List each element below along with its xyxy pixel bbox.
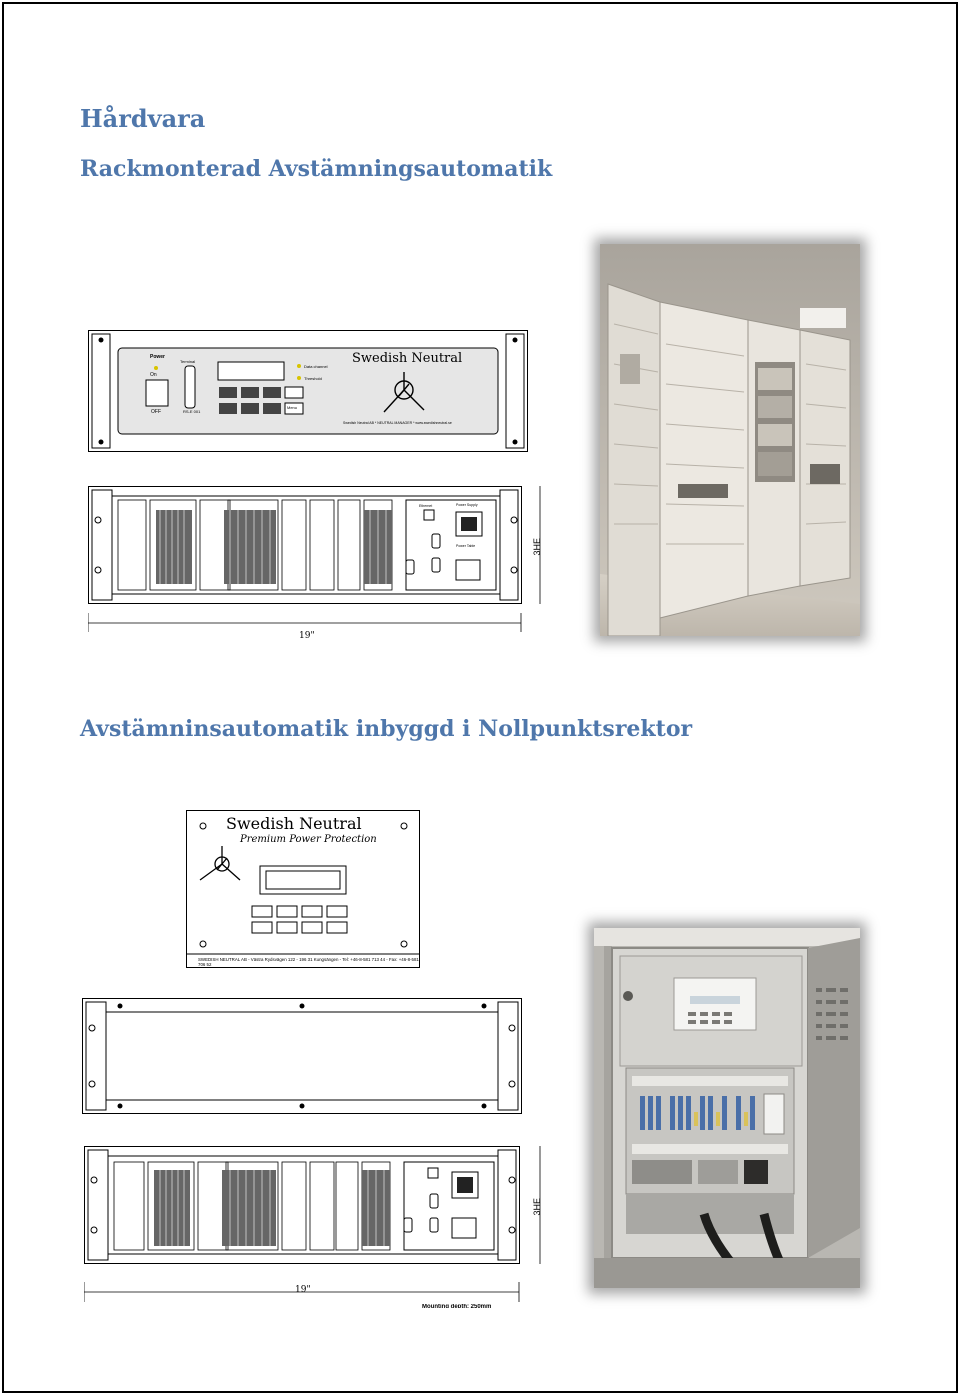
section-heading-reactor: Avstämninsautomatik inbyggd i Nollpunktsrektor: [80, 716, 693, 742]
power-table-label: Power Table: [456, 544, 476, 548]
led-data-channel-label: Data channel: [304, 364, 328, 369]
rack-back-drawing: [88, 482, 558, 650]
menu-label: Menu: [287, 405, 298, 410]
terminal-label: Terminal: [180, 359, 196, 364]
section-heading-rackmount: Rackmonterad Avstämningsautomatik: [80, 156, 553, 182]
rack-brand: Swedish Neutral: [352, 351, 463, 366]
power-label: Power: [150, 354, 166, 360]
height-dimension-label: 3HE: [532, 538, 542, 556]
rack2-back-drawing: [84, 1146, 556, 1312]
rack2-height-label: 3HE: [532, 1198, 542, 1216]
cabinet-photo: [600, 244, 860, 636]
reactor-panel-drawing: [186, 810, 420, 968]
led-threshold-label: Threshold: [304, 376, 322, 381]
rack2-width-label: 19": [295, 1285, 311, 1295]
off-label: OFF: [151, 409, 161, 415]
rs232-label: RS-E 001: [183, 409, 201, 414]
ethernet-label: Ethernet: [419, 504, 433, 508]
rack-footer: Swedish Neutral AB * NEUTRAL MANAGER * www.swedishneutral.se: [343, 421, 452, 425]
reactor-brand: Swedish Neutral: [226, 814, 362, 833]
on-label: On: [150, 372, 157, 378]
reactor-cabinet-photo: [594, 928, 860, 1288]
blank-rack-drawing: [82, 998, 522, 1114]
rack-front-drawing: [88, 330, 528, 452]
mounting-depth-label: Mounting depth: 250mm: [422, 1304, 492, 1308]
reactor-tagline: Premium Power Protection: [240, 834, 377, 845]
page-title: Hårdvara: [80, 104, 206, 133]
reactor-footer: SWEDISH NEUTRAL AB - Västra Rydsvägen 122 - 196 31 Kungsängen - Tel: +46-8-581 713 44 - Fax: +46-8-581 706 52: [198, 957, 419, 967]
power-supply-label: Power Supply: [456, 503, 478, 507]
width-dimension-label: 19": [299, 631, 315, 641]
